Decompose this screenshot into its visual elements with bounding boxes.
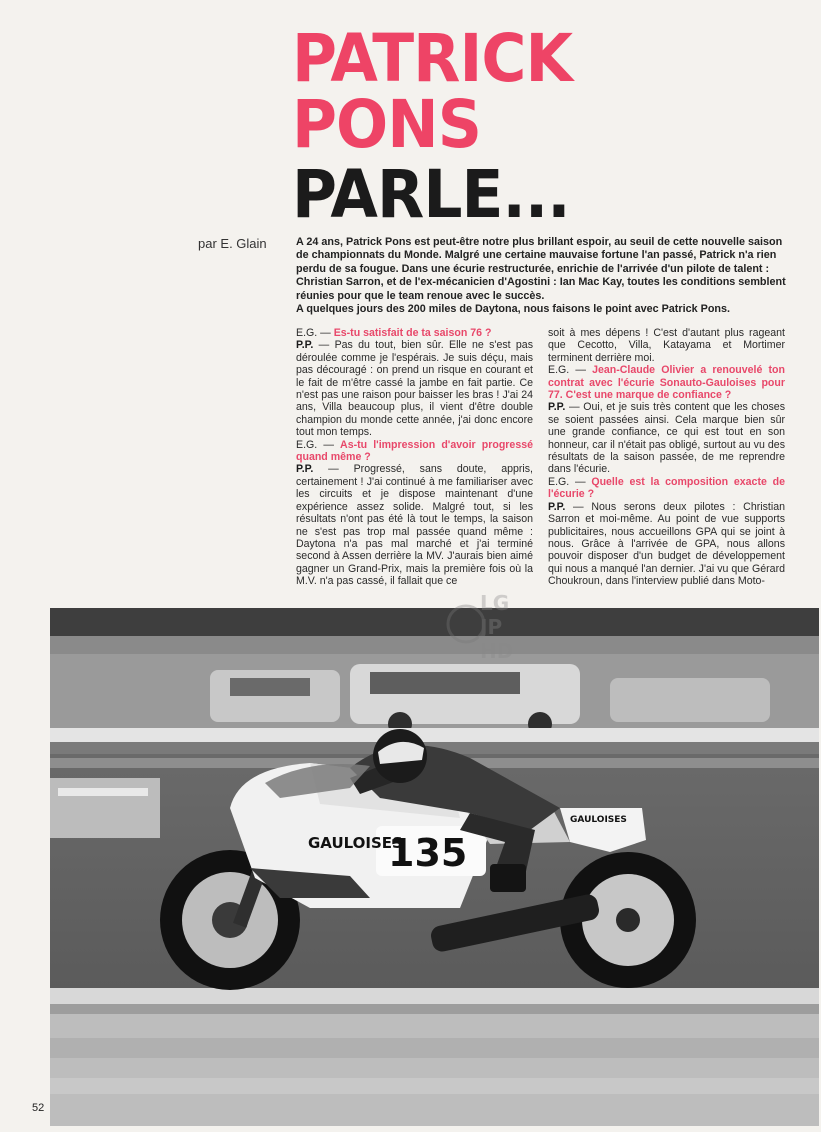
title-line-2: PARLE...	[292, 156, 570, 233]
watermark-line-2: JP	[480, 615, 503, 639]
answer: P.P. — Pas du tout, bien sûr. Elle ne s'est pas déroulée comme je l'espérais. Je suis déçu, mais pas découragé : on prend un risque en courant et le fait de m'être cassé la jambe en fait partie. Ce n'est pas une raison pour baisser les bras ! J'ai 24 ans, Villa beaucoup plus, il vient d'être double champion du monde cette année, j'ai donc encore tout mon temps.	[296, 339, 533, 439]
race-photo	[50, 608, 819, 1126]
intro-text-2: A quelques jours des 200 miles de Daytona, nous faisons le point avec Patrick Pons.	[296, 303, 731, 316]
interview-column-right	[548, 327, 785, 603]
question: E.G. — As-tu l'impression d'avoir progressé quand même ?	[296, 438, 533, 464]
answer-continued: soit à mes dépens ! C'est d'autant plus rageant que Cecotto, Villa, Katayama et Mortimer terminent derrière moi.	[548, 327, 785, 364]
byline: par E. Glain	[198, 236, 267, 251]
answer: P.P. — Progressé, sans doute, appris, certainement ! J'ai continué à me familiariser avec les circuits et je dispose maintenant d'une expérience assez solide. Malgré tout, si les résultats n'ont pas été là tout le temps, la saison ne s'est pas trop mal passée quand même : Daytona n'a pas mal marché et j'ai terminé second à Assen derrière la MV. J'aurais bien aimé gagner un Grand-Prix, mais la première fois où la M.V. n'a pas cassé, il fallait que ce	[296, 463, 533, 588]
title-line-1: PATRICK PONS	[292, 20, 573, 163]
question: E.G. — Quelle est la composition exacte de l'écurie ?	[548, 475, 785, 501]
intro-text-1: A 24 ans, Patrick Pons est peut-être notre plus brillant espoir, au seuil de cette nouvelle saison de championnats du Monde. Malgré une certaine mauvaise fortune l'an passé, Patrick n'a rien perdu de sa fougue. Dans une écurie restructurée, enrichie de l'arrivée d'un pilote de talent : Christian Sarron, et de l'ex-mécanicien d'Agostini : Ian Mac Kay, toutes les conditions semblent réunies pour que le team renoue avec le succès.	[296, 236, 786, 302]
interview-column-left	[296, 327, 533, 603]
answer: P.P. — Oui, et je suis très content que les choses se soient passées ainsi. Cela marque bien sûr une grande confiance, ce qui est tout en son honneur, car il n'était pas obligé, surtout au vu des résultats de la saison passée, de me reprendre dans l'écurie.	[548, 401, 785, 476]
tail-sponsor-text: GAULOISES	[570, 815, 627, 825]
race-number: 135	[388, 831, 468, 875]
article-title	[292, 20, 792, 233]
answer: P.P. — Nous serons deux pilotes : Christian Sarron et moi-même. Au point de vue supports publicitaires, nous accueillons GPA qui se joint à nous. Grâce à l'arrivée de GPA, nous allons pouvoir disposer d'un budget de développement qui nous a manqué l'an dernier. J'ai vu que Gérard Choukroun, dans l'interview publié dans Moto-	[548, 500, 785, 588]
watermark-logo	[440, 588, 520, 668]
watermark-line-3: HD	[480, 639, 514, 663]
question: E.G. — Es-tu satisfait de ta saison 76 ?	[296, 327, 492, 339]
watermark-line-1: LG	[480, 591, 510, 615]
page-number: 52	[32, 1102, 45, 1114]
fairing-sponsor-text: GAULOISES	[308, 834, 403, 852]
question: E.G. — Jean-Claude Olivier a renouvelé ton contrat avec l'écurie Sonauto-Gauloises pour 77. C'est une marque de confiance ?	[548, 364, 785, 402]
intro-paragraph	[296, 236, 796, 316]
